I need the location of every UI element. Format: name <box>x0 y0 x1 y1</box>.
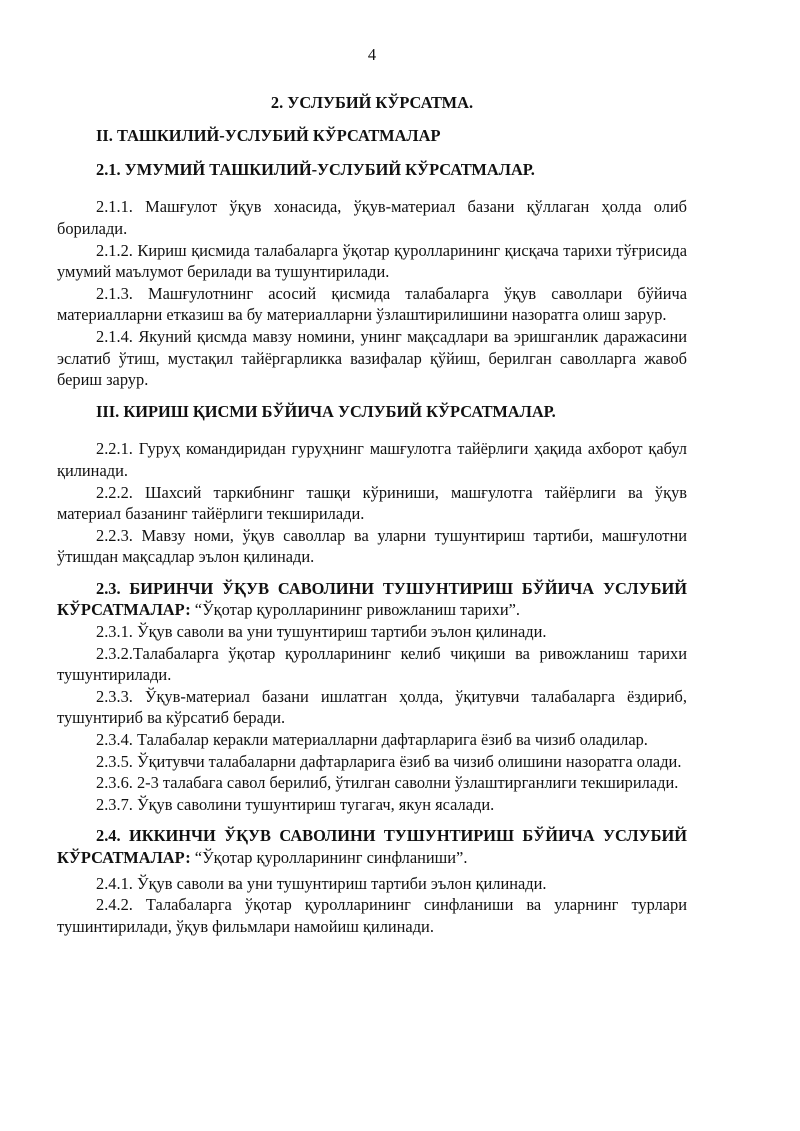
paragraph-2-3-1: 2.3.1. Ўқув саволи ва уни тушунтириш тартиби эълон қилинади. <box>96 622 547 642</box>
paragraph-2-4-2: 2.4.2. Талабаларга ўқотар қуролларининг синфланиши ва уларнинг турлари тушинтирилади, ўқув фильмлари намойиш қилинади. <box>57 895 687 936</box>
main-title: 2. УСЛУБИЙ КЎРСАТМА. <box>270 92 474 112</box>
section-2-3-title-rest: “Ўқотар қуролларининг ривожланиш тарихи”. <box>190 600 520 620</box>
paragraph-2-3-4: 2.3.4. Талабалар керакли материалларни дафтарларига ёзиб ва чизиб оладилар. <box>96 730 648 750</box>
paragraph-2-3-5: 2.3.5. Ўқитувчи талабаларни дафтарларига ёзиб ва чизиб олишини назоратга олади. <box>96 751 682 771</box>
paragraph-2-3-3: 2.3.3. Ўқув-материал базани ишлатган ҳолда, ўқитувчи талабаларга ёздириб, тушунтириб ва кўрсатиб беради. <box>57 686 687 728</box>
paragraph-2-2-2: 2.2.2. Шахсий таркибнинг ташқи кўриниши, машғулотга тайёрлиги ва ўқув материал базанинг тайёрлиги текширилади. <box>57 482 687 524</box>
section-2-1-title: 2.1. УМУМИЙ ТАШКИЛИЙ-УСЛУБИЙ КЎРСАТМАЛАР. <box>96 159 535 179</box>
paragraph-2-4-1: 2.4.1. Ўқув саволи ва уни тушунтириш тартиби эълон қилинади. <box>96 873 547 893</box>
section-2-3-title-bold: 2.3. БИРИНЧИ ЎҚУВ САВОЛИНИ ТУШУНТИРИШ БЎЙИЧА УСЛУБИЙ КЎРСАТМАЛАР: <box>57 578 687 620</box>
paragraph-2-1-4: 2.1.4. Якуний қисмда мавзу номини, унинг мақсадлари ва эришганлик даражасини эслатиб ўтиш, мустақил тайёргарликка вазифалар қўйиш, берилган саволларга жавоб бериш зарур. <box>57 326 687 390</box>
section-2-3-heading <box>57 578 687 621</box>
paragraph-2-2-3: 2.2.3. Мавзу номи, ўқув саволлар ва уларни тушунтириш тартиби, машғулотни ўтишдан мақсадлар эълон қилинади. <box>57 525 687 567</box>
section-iii-title: III. КИРИШ ҚИСМИ БЎЙИЧА УСЛУБИЙ КЎРСАТМАЛАР. <box>96 401 556 421</box>
paragraph-2-1-3: 2.1.3. Машғулотнинг асосий қисмида талабаларга ўқув саволлари бўйича материалларни етказиш ва бу материалларни ўзлаштирилишини назоратга олиш зарур. <box>57 283 687 325</box>
paragraph-2-1-2: 2.1.2. Кириш қисмида талабаларга ўқотар қуролларининг қисқача тарихи тўғрисида умумий маълумот берилади ва тушунтирилади. <box>57 240 687 282</box>
section-2-4-title-rest: “Ўқотар қуролларининг синфланиши”. <box>190 848 468 867</box>
paragraph-2-3-6: 2.3.6. 2-3 талабага савол берилиб, ўтилган саволни ўзлаштирганлиги текширилади. <box>96 773 679 793</box>
document-body <box>57 44 687 937</box>
section-ii-title: II. ТАШКИЛИЙ-УСЛУБИЙ КЎРСАТМАЛАР <box>96 126 441 146</box>
section-2-4-title-bold: 2.4. ИККИНЧИ ЎҚУВ САВОЛИНИ ТУШУНТИРИШ БЎЙИЧА УСЛУБИЙ КЎРСАТМАЛАР: <box>57 826 687 867</box>
paragraph-2-2-1: 2.2.1. Гуруҳ командиридан гуруҳнинг машғулотга тайёрлиги ҳақида ахборот қабул қилинади. <box>57 439 687 480</box>
paragraph-2-3-2: 2.3.2.Талабаларга ўқотар қуролларининг келиб чиқиши ва ривожланиш тарихи тушунтирилади. <box>57 643 687 685</box>
paragraph-2-3-7: 2.3.7. Ўқув саволини тушунтириш тугагач, якун ясалади. <box>96 794 495 814</box>
paragraph-2-1-1: 2.1.1. Машғулот ўқув хонасида, ўқув-материал базани қўллаган ҳолда олиб борилади. <box>57 197 687 238</box>
section-2-4-heading <box>57 825 687 868</box>
page-number: 4 <box>367 45 377 64</box>
